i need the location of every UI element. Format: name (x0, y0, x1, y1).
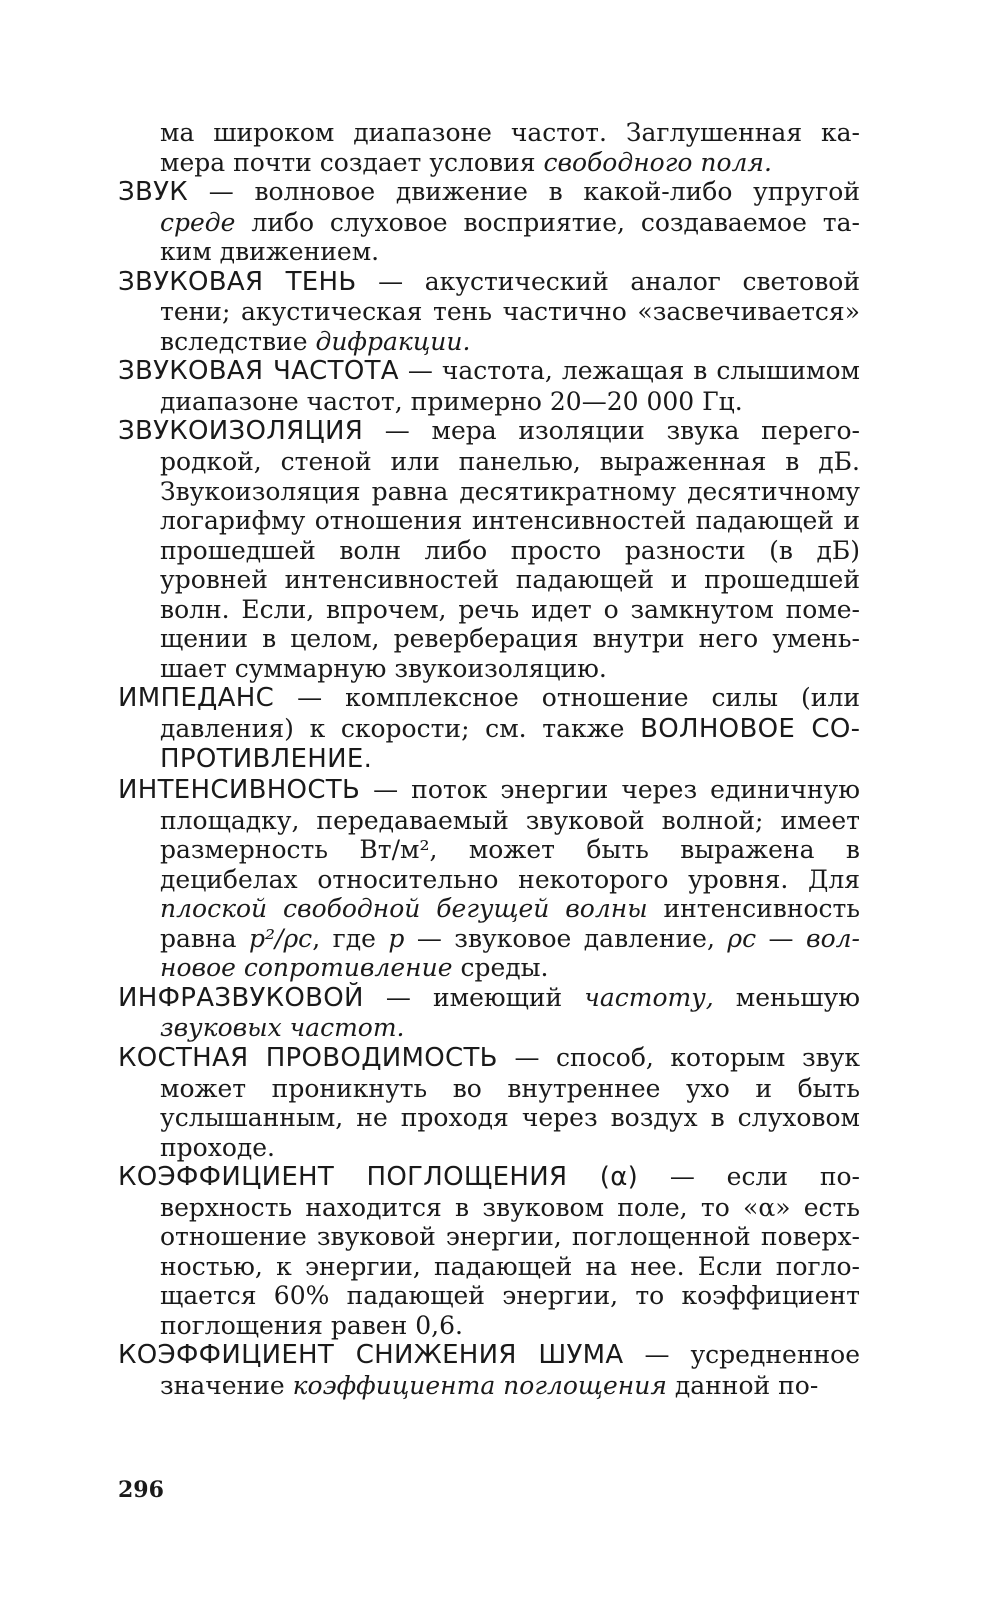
entry-text: меньшую (713, 982, 860, 1012)
entry-term: КОЭФФИЦИЕНТ СНИЖЕНИЯ ШУМА (118, 1340, 624, 1371)
entry-text: — комплексное отношение силы (или давления) к скорости; см. также (160, 683, 860, 743)
glossary-entry-koefficient-snizheniya-shuma (118, 1340, 860, 1400)
italic-reference: p (388, 923, 405, 953)
glossary-entry-zvukovaya-chastota (118, 356, 860, 416)
italic-reference: свободного поля. (543, 147, 772, 177)
entry-text: данной по- (666, 1370, 819, 1400)
entry-text: — звуковое давление, (404, 923, 728, 953)
page-number: 296 (118, 1477, 164, 1503)
entry-term: КОСТНАЯ ПРОВОДИМОСТЬ (118, 1042, 498, 1073)
entry-text: ма широком диапазоне частот. Заглушенная камера почти создает условия (160, 118, 860, 177)
entry-text: — если поверхность находится в звуковом поле, то «α» есть отношение звуковой энергии, поглощенной поверхностью, к энергии, падающей на нее. Если поглощается 60% падающей энергии, то коэффициент поглощения равен 0,6. (160, 1162, 860, 1340)
entry-text: интенсивность равна (160, 894, 860, 953)
entry-text: — мера изоляции звука перегородкой, стеной или панелью, выраженная в дБ. Звукоизоляция равна десятикратному десятичному логарифму отношения интенсивностей падающей и прошедшей волн либо просто разности (в дБ) уровней интенсивностей падающей и прошедшей волн. Если, впрочем, речь идет о замкнутом помещении в целом, реверберация внутри него уменьшает суммарную звукоизоляцию. (160, 416, 860, 683)
entry-term: ЗВУК (118, 177, 189, 208)
entry-text: — имеющий (363, 982, 585, 1012)
italic-reference: звуковых частот. (160, 1013, 405, 1043)
glossary-text (118, 118, 860, 1401)
italic-reference: p²/ρc (249, 923, 313, 953)
entry-term: ВОЛНОВОЕ СОПРОТИВЛЕНИЕ. (160, 713, 860, 775)
entry-text: — частота, лежащая в слышимом диапазоне частот, примерно 20—20 000 Гц. (160, 356, 861, 416)
entry-term: ИНТЕНСИВНОСТЬ (118, 775, 361, 806)
entry-text: — способ, которым звук может проникнуть во внутреннее ухо и быть услышанным, не проходя через воздух в слуховом проходе. (160, 1042, 860, 1162)
entry-text: — акустический аналог световой тени; акустическая тень частично «засвечивается» вследствие (160, 266, 861, 356)
italic-reference: коэффициента поглощения (292, 1370, 667, 1400)
entry-text: — усредненное значение (160, 1340, 860, 1400)
italic-reference: ρc (727, 923, 757, 953)
glossary-entry-infrazvukovoy (118, 983, 860, 1043)
entry-term: ИМПЕДАНС (118, 683, 275, 714)
italic-reference: частоту, (584, 982, 714, 1012)
entry-term: ИНФРАЗВУКОВОЙ (118, 982, 364, 1013)
entry-text: , где (312, 923, 389, 953)
glossary-entry-zvukoizolyaciya (118, 416, 860, 683)
glossary-entry-zvuk (118, 177, 860, 267)
italic-reference: дифракции. (315, 326, 471, 356)
glossary-entry-zvukovaya-ten (118, 267, 860, 357)
glossary-entry-koefficient-poglosheniya (118, 1162, 860, 1340)
glossary-entry-intensivnost (118, 775, 860, 983)
italic-reference: среде (160, 207, 236, 237)
entry-term: КОЭФФИЦИЕНТ ПОГЛОЩЕНИЯ (α) (118, 1162, 639, 1193)
entry-term: ЗВУКОИЗОЛЯЦИЯ (118, 416, 364, 447)
italic-reference: плоской свободной бегущей волны (160, 894, 648, 924)
entry-text: — волновое движение в какой-либо упругой (188, 177, 860, 207)
entry-text: среды. (452, 953, 549, 983)
entry-term: ЗВУКОВАЯ ЧАСТОТА (118, 356, 399, 387)
glossary-entry-impedans (118, 683, 860, 775)
entry-continuation (118, 118, 860, 177)
entry-text: — поток энергии через единичную площадку, передаваемый звуковой волной; имеет размерность Вт/м², может быть выражена в децибелах относительно некоторого уровня. Для (160, 775, 860, 894)
entry-text: — (756, 923, 807, 953)
italic-reference: волновое сопротивление (160, 923, 860, 983)
glossary-entry-kostnaya-provodimost (118, 1043, 860, 1162)
entry-text: либо слуховое восприятие, создаваемое таким движением. (160, 207, 860, 267)
entry-term: ЗВУКОВАЯ ТЕНЬ (118, 266, 357, 297)
